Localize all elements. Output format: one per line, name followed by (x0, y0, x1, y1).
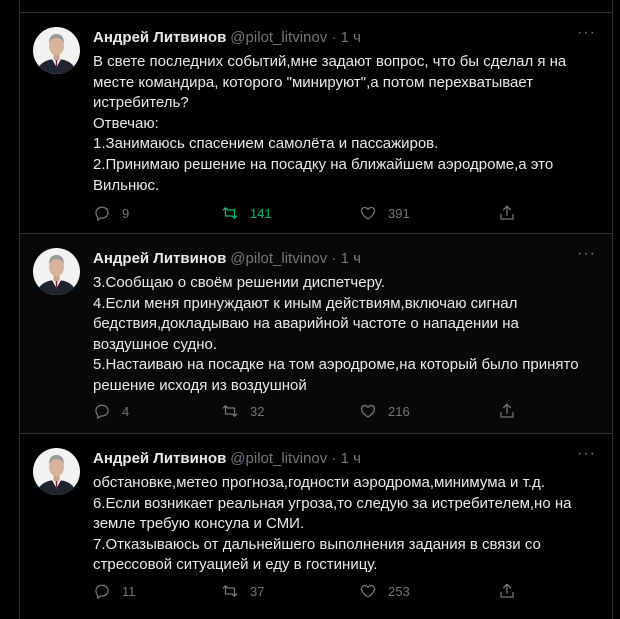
retweet-button[interactable] (221, 582, 264, 600)
avatar[interactable] (33, 248, 80, 295)
tweet-header (93, 450, 361, 468)
reply-icon (93, 582, 111, 600)
avatar[interactable] (33, 448, 80, 495)
author-handle[interactable]: @pilot_litvinov · 1 ч (230, 29, 361, 46)
tweet-line: Отвечаю: (93, 114, 159, 132)
retweet-count: 37 (250, 583, 265, 599)
heart-icon (359, 402, 377, 420)
tweet-line: стрессовой ситуацией и еду в гостиницу. (93, 556, 378, 574)
like-button[interactable] (359, 402, 410, 420)
tweet-line: 7.Отказываюсь от дальнейшего выполнения задания в связи со (93, 535, 541, 553)
tweet-line: Вильнюс. (93, 176, 160, 194)
share-icon (498, 582, 516, 600)
tweet-line: месте командира, которого "минируют",а потом перехватывает (93, 73, 534, 91)
author-handle[interactable]: @pilot_litvinov · 1 ч (230, 450, 361, 467)
tweet-line: земле требую консула и СМИ. (93, 515, 305, 533)
tweet-header (93, 29, 361, 47)
reply-count: 11 (122, 583, 136, 599)
reply-count: 9 (122, 205, 130, 221)
tweet-line: 4.Если меня принуждают к иным действиям,включаю сигнал (93, 294, 518, 312)
tweet-header (93, 250, 361, 268)
avatar[interactable] (33, 27, 80, 74)
author-name[interactable]: Андрей Литвинов (93, 250, 227, 267)
like-button[interactable] (359, 204, 410, 222)
share-button[interactable] (498, 402, 516, 420)
retweet-count: 141 (250, 205, 272, 221)
retweet-count: 32 (250, 403, 265, 419)
retweet-button[interactable] (221, 402, 264, 420)
like-count: 391 (388, 205, 410, 221)
tweet[interactable] (20, 12, 612, 233)
retweet-button[interactable] (221, 204, 272, 222)
share-icon (498, 204, 516, 222)
tweet-line: решение исходя из воздушной (93, 376, 307, 394)
author-handle[interactable]: @pilot_litvinov · 1 ч (230, 250, 361, 267)
share-button[interactable] (498, 204, 516, 222)
tweet-line: 3.Сообщаю о своём решении диспетчеру. (93, 274, 385, 291)
tweet[interactable] (20, 433, 612, 619)
tweet-actions (93, 582, 533, 602)
share-icon (498, 402, 516, 420)
reply-button[interactable] (93, 582, 136, 600)
share-button[interactable] (498, 582, 516, 600)
tweet-line: В свете последних событий,мне задают вопрос, что бы сделал я на (93, 53, 567, 70)
tweet-text (93, 52, 598, 196)
retweet-icon (221, 204, 239, 222)
reply-button[interactable] (93, 402, 129, 420)
tweet-line: 5.Настаиваю на посадке на том аэродроме,на который было принято (93, 356, 579, 374)
tweet-line: 1.Занимаюсь спасением самолёта и пассажиров. (93, 135, 439, 153)
more-dots-icon[interactable]: ··· (577, 24, 596, 41)
tweet-line: 6.Если возникает реальная угроза,то следую за истребителем,но на (93, 494, 572, 512)
tweet-actions (93, 402, 533, 422)
tweet-text (93, 473, 598, 576)
reply-icon (93, 204, 111, 222)
tweet-actions (93, 204, 533, 224)
like-count: 253 (388, 583, 410, 599)
reply-button[interactable] (93, 204, 129, 222)
reply-icon (93, 402, 111, 420)
more-dots-icon[interactable]: ··· (577, 245, 596, 262)
author-name[interactable]: Андрей Литвинов (93, 29, 227, 46)
author-name[interactable]: Андрей Литвинов (93, 450, 227, 467)
tweet-line: истребитель? (93, 94, 189, 112)
tweet-line: 2.Принимаю решение на посадку на ближайшем аэродроме,а это (93, 155, 554, 173)
tweet[interactable] (20, 233, 612, 433)
like-count: 216 (388, 403, 410, 419)
timeline (19, 0, 613, 619)
tweet-line: обстановке,метео прогноза,годности аэродрома,минимума и т.д. (93, 474, 545, 491)
retweet-icon (221, 582, 239, 600)
retweet-icon (221, 402, 239, 420)
reply-count: 4 (122, 403, 130, 419)
tweet-text (93, 273, 598, 397)
more-dots-icon[interactable]: ··· (577, 445, 596, 462)
tweet-line: воздушное судно. (93, 335, 217, 353)
heart-icon (359, 204, 377, 222)
heart-icon (359, 582, 377, 600)
tweet-line: бедствия,докладываю на аварийной частоте о нападении на (93, 315, 519, 333)
like-button[interactable] (359, 582, 410, 600)
